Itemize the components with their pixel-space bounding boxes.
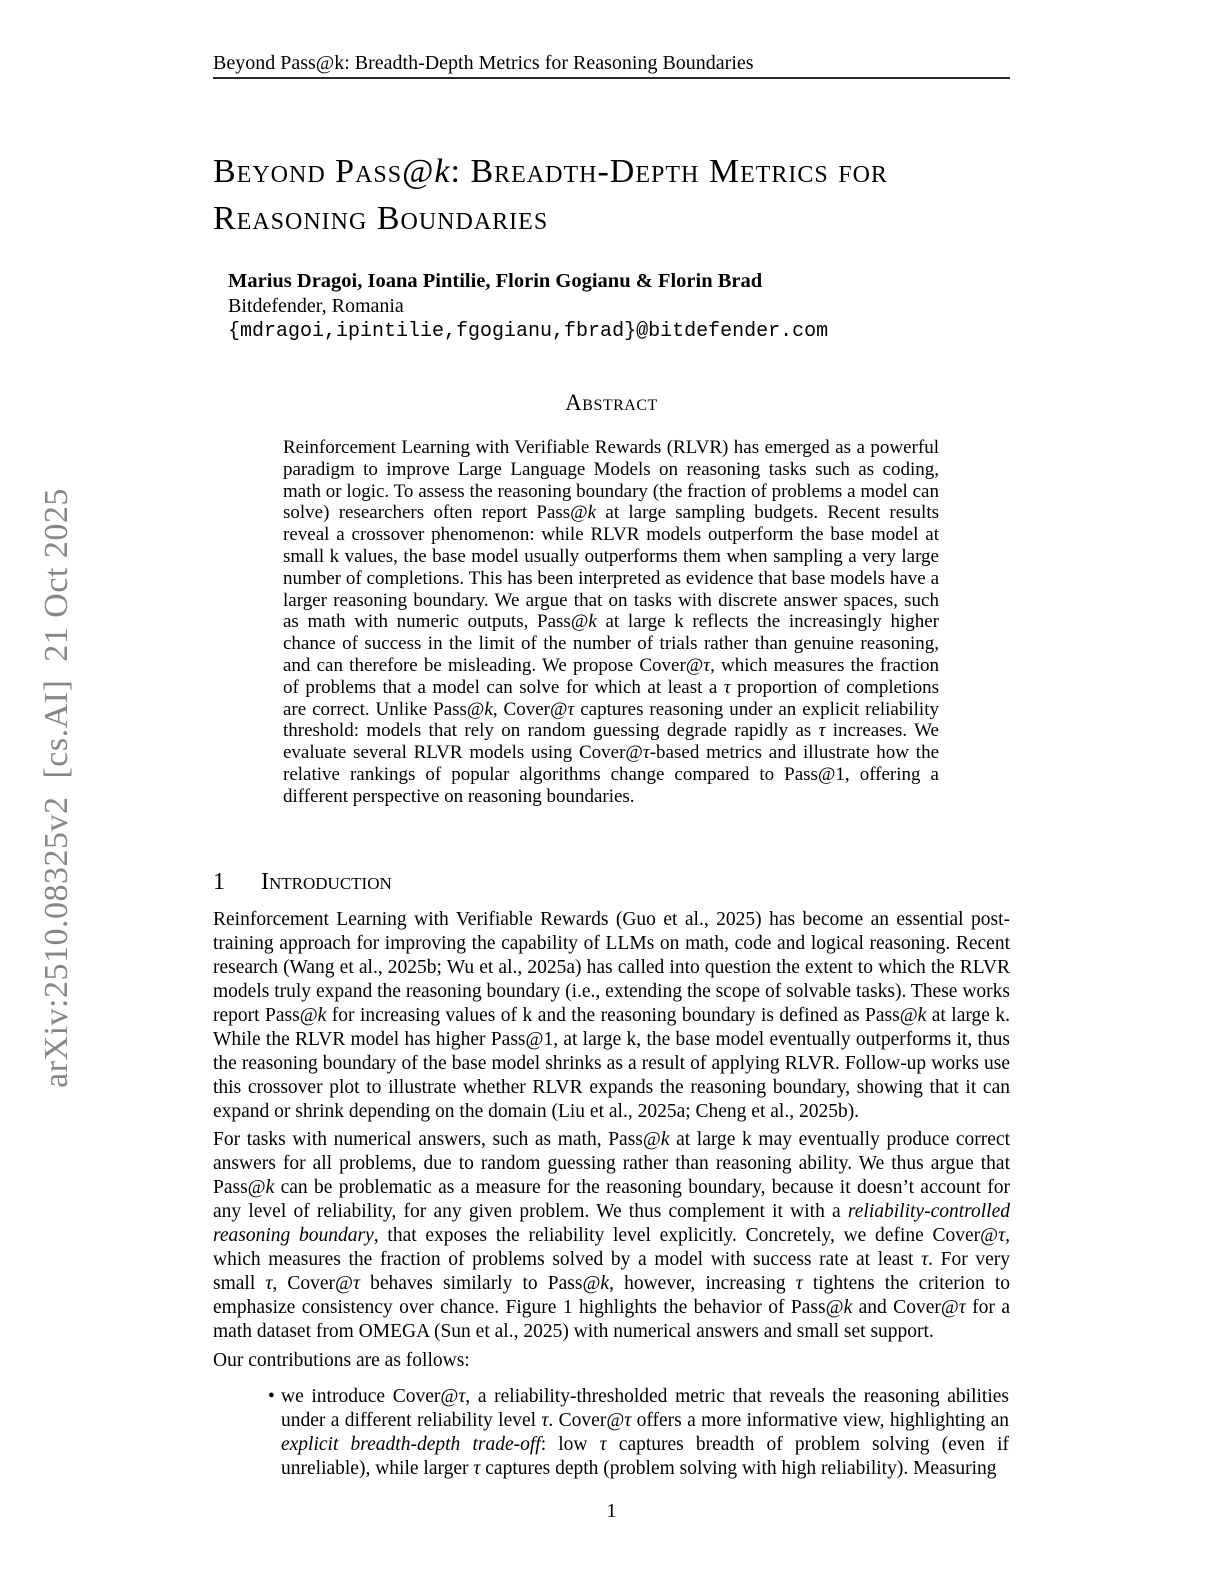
intro-paragraph-3: Our contributions are as follows: xyxy=(213,1350,470,1371)
intro-paragraph-1: Reinforcement Learning with Verifiable Rewards (Guo et al., 2025) has become an essential post-training approach for improving the capability of LLMs on math, code and logical reasoning. Recent research (Wang et al., 2025b; Wu et al., 2025a) has called into question the extent to which the RLVR models truly expand the reasoning boundary (i.e., extending the scope of solvable tasks). These works report Pass@k for increasing values of k and the reasoning boundary is defined as Pass@k at large k. While the RLVR model has higher Pass@1, at large k, the base model eventually outperforms it, thus the reasoning boundary of the base model shrinks as a result of applying RLVR. Follow-up works use this crossover plot to illustrate whether RLVR expands the reasoning boundary, showing that it can expand or shrink depending on the domain (Liu et al., 2025a; Cheng et al., 2025b). xyxy=(213,909,1010,1122)
intro-paragraph-2: For tasks with numerical answers, such as math, Pass@k at large k may eventually produce correct answers for all problems, due to random guessing rather than reasoning ability. We thus argue that Pass@k can be problematic as a measure for the reasoning boundary, because it doesn’t account for any level of reliability, for any given problem. We thus complement it with a reliability-controlled reasoning boundary, that exposes the reliability level explicitly. Concretely, we define Cover@τ, which measures the fraction of problems solved by a model with success rate at least τ. For very small τ, Cover@τ behaves similarly to Pass@k, however, increasing τ tightens the criterion to emphasize consistency over chance. Figure 1 highlights the behavior of Pass@k and Cover@τ for a math dataset from OMEGA (Sun et al., 2025) with numerical answers and small set support. xyxy=(213,1129,1010,1342)
page-number: 1 xyxy=(606,1500,617,1522)
bullet-icon: • xyxy=(268,1386,275,1407)
author-affiliation: Bitdefender, Romania xyxy=(228,295,404,317)
contribution-bullet xyxy=(268,1385,1009,1481)
paper-title: Beyond Pass@k: Breadth-Depth Metrics for Reasoning Boundaries xyxy=(213,153,888,237)
author-names: Marius Dragoi, Ioana Pintilie, Florin Gogianu & Florin Brad xyxy=(228,270,763,292)
header-rule xyxy=(213,77,1010,79)
arxiv-watermark: arXiv:2510.08325v2 [cs.AI] 21 Oct 2025 xyxy=(38,488,75,1088)
abstract-body: Reinforcement Learning with Verifiable Rewards (RLVR) has emerged as a powerful paradigm to improve Large Language Models on reasoning tasks such as coding, math or logic. To assess the reasoning boundary (the fraction of problems a model can solve) researchers often report Pass@k at large sampling budgets. Recent results reveal a crossover phenomenon: while RLVR models outperform the base model at small k values, the base model usually outperforms them when sampling a very large number of completions. This has been interpreted as evidence that base models have a larger reasoning boundary. We argue that on tasks with discrete answer spaces, such as math with numeric outputs, Pass@k at large k reflects the increasingly higher chance of success in the limit of the number of trials rather than genuine reasoning, and can therefore be misleading. We propose Cover@τ, which measures the fraction of problems that a model can solve for which at least a τ proportion of completions are correct. Unlike Pass@k, Cover@τ captures reasoning under an explicit reliability threshold: models that rely on random guessing degrade rapidly as τ increases. We evaluate several RLVR models using Cover@τ-based metrics and illustrate how the relative rankings of popular algorithms change compared to Pass@1, offering a different perspective on reasoning boundaries. xyxy=(283,437,939,807)
author-emails: {mdragoi,ipintilie,fgogianu,fbrad}@bitdefender.com xyxy=(228,320,829,343)
section-title: Introduction xyxy=(261,869,392,895)
author-block xyxy=(228,268,1008,345)
section-1-heading xyxy=(213,869,1010,896)
section-number: 1 xyxy=(213,869,225,895)
running-head: Beyond Pass@k: Breadth-Depth Metrics for Reasoning Boundaries xyxy=(213,52,754,74)
contribution-bullet-text: we introduce Cover@τ, a reliability-thresholded metric that reveals the reasoning abilities under a different reliability level τ. Cover@τ offers a more informative view, highlighting an explicit breadth-depth trade-off: low τ captures breadth of problem solving (even if unreliable), while larger τ captures depth (problem solving with high reliability). Measuring xyxy=(281,1386,1009,1479)
abstract-heading: Abstract xyxy=(565,390,658,415)
